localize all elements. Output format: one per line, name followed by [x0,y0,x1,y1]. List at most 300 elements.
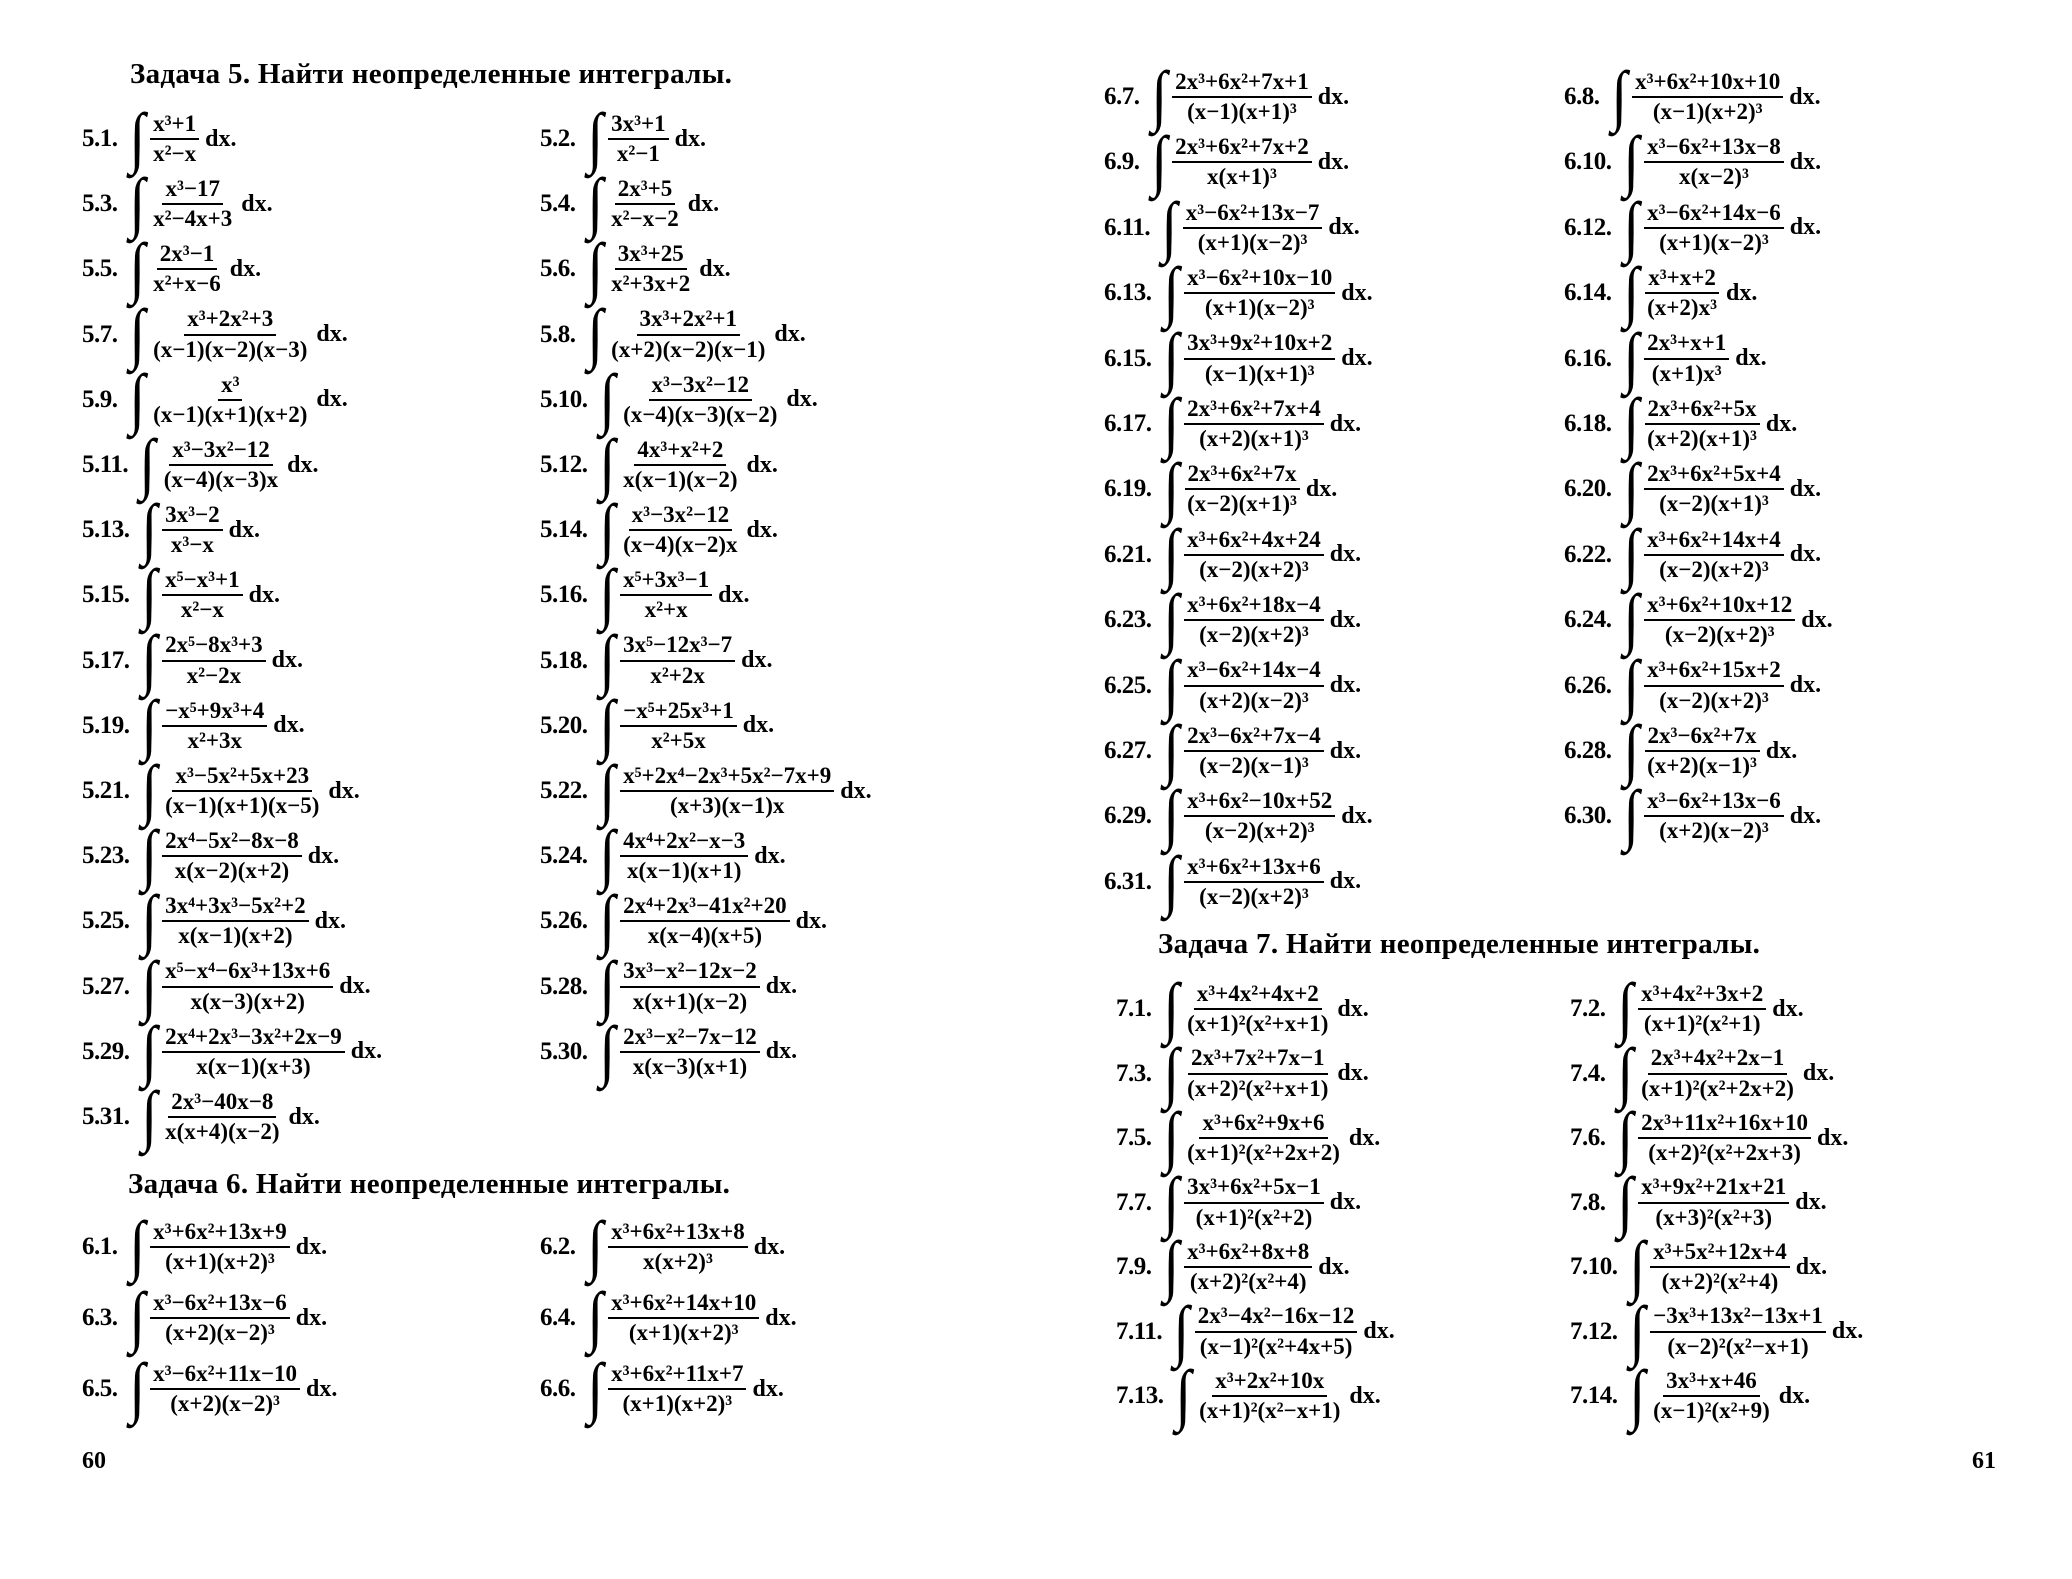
problem-number: 5.24. [540,842,588,870]
problem-7-1 [1116,969,1369,1045]
integral-sign-icon: ∫ [1162,514,1179,591]
denominator: (x+1)²(x²−x+1) [1199,1398,1341,1423]
problem-number: 6.15. [1104,344,1152,372]
differential: dx. [271,647,304,674]
problem-5-16 [540,555,750,632]
fraction [608,1220,748,1274]
problem-6-19 [1104,449,1338,526]
problem-5-1 [82,99,237,175]
denominator: (x+1)(x+2)³ [165,1249,275,1274]
problem-number: 5.11. [82,451,129,478]
fraction [162,1025,345,1079]
denominator: (x+2)²(x²+4) [1661,1269,1779,1294]
differential: dx. [288,1103,320,1130]
problem-number: 5.10. [540,385,588,413]
fraction [608,177,682,231]
differential: dx. [1816,1124,1849,1151]
numerator: x³−6x²+14x−6 [1644,201,1784,229]
integral-sign-icon: ∫ [586,1207,603,1283]
problem-5-22 [540,751,872,827]
problem-number: 5.1. [82,125,118,152]
denominator: (x+2)²(x²+x+1) [1187,1075,1329,1101]
differential: dx. [316,321,348,348]
problem-number: 5.25. [82,907,130,935]
numerator: 2x³+7x²+7x−1 [1188,1046,1328,1074]
differential: dx. [746,516,778,543]
differential: dx. [287,451,319,478]
problem-number: 6.17. [1104,410,1152,437]
integral-sign-icon: ∫ [1622,514,1639,591]
problem-5-13 [82,490,261,567]
fraction [150,373,310,427]
problem-number: 6.1. [82,1233,118,1260]
denominator: (x−1)(x−2)(x−3) [153,336,308,362]
fraction [150,242,224,296]
problem-number: 5.15. [82,581,130,609]
problem-number: 5.20. [540,711,588,739]
denominator: x²+x−6 [153,271,221,297]
page-number: 61 [1972,1448,1996,1474]
problem-6-9 [1104,122,1350,199]
denominator: (x−2)(x+2)³ [1204,818,1315,844]
problem-number: 7.11. [1116,1317,1163,1345]
integral-sign-icon: ∫ [1628,1356,1645,1432]
differential: dx. [746,451,778,478]
differential: dx. [1341,345,1373,372]
differential: dx. [1801,606,1833,633]
fraction [162,633,266,687]
integral-sign-icon: ∫ [140,620,157,697]
numerator: x³−6x²+13x−8 [1644,135,1784,163]
numerator: x³−5x²+5x+23 [172,764,312,792]
problem-number: 5.16. [540,581,588,609]
fraction [1650,1240,1790,1294]
problem-number: 6.6. [540,1375,576,1402]
fraction [1638,1046,1797,1100]
problem-number: 5.23. [82,842,130,870]
numerator: x³+6x²+11x+7 [608,1362,746,1390]
problem-5-21 [82,751,360,827]
denominator: (x−4)(x−2)x [623,532,738,558]
fraction [620,894,790,948]
numerator: 2x³+4x²+2x−1 [1648,1046,1788,1074]
integral-sign-icon: ∫ [140,946,157,1023]
integral-sign-icon: ∫ [140,751,157,827]
problem-7-4 [1570,1033,1835,1110]
fraction [1184,789,1335,843]
fraction [1184,724,1324,778]
numerator: 2x³−40x−8 [168,1090,276,1118]
fraction [1644,724,1760,778]
problem-5-30 [540,1011,798,1088]
numerator: 2x³+6x²+5x+4 [1644,462,1784,490]
problem-6-12 [1564,187,1822,264]
problem-number: 5.8. [540,320,576,348]
problem-number: 5.9. [82,385,118,413]
fraction [1644,593,1795,647]
problem-7-8 [1570,1162,1827,1239]
denominator: (x−2)²(x²−x+1) [1667,1333,1809,1359]
integral-sign-icon: ∫ [128,294,145,371]
integral-sign-icon: ∫ [128,359,145,436]
problem-5-26 [540,881,828,958]
fraction [1183,201,1323,255]
numerator: 3x⁵−12x³−7 [620,633,735,661]
differential: dx. [1329,541,1362,568]
problem-7-5 [1116,1098,1381,1174]
denominator: x(x+1)³ [1207,164,1277,190]
fraction [620,764,834,818]
numerator: x³+5x²+12x+4 [1650,1240,1790,1268]
differential: dx. [1328,214,1360,241]
integral-sign-icon: ∫ [1622,384,1639,460]
integral-sign-icon: ∫ [128,229,145,306]
numerator: 3x³−x²−12x−2 [620,959,760,987]
denominator: x²−4x+3 [153,206,233,232]
integral-sign-icon: ∫ [586,1278,603,1354]
problem-6-14 [1564,253,1758,330]
differential: dx. [1363,1318,1395,1344]
numerator: x³+1 [150,112,199,140]
numerator: x³+6x²+18x−4 [1184,593,1324,621]
fraction [162,568,243,622]
problem-number: 6.7. [1104,83,1140,110]
problem-7-11 [1116,1291,1395,1368]
problem-number: 7.8. [1570,1188,1606,1216]
differential: dx. [1802,1060,1835,1086]
fraction [1184,397,1324,451]
numerator: 2x³+6x²+7x+4 [1184,397,1324,425]
problem-number: 6.12. [1564,213,1612,241]
numerator: x³+6x²+10x+12 [1644,593,1795,621]
fraction [1184,1046,1331,1100]
problem-number: 6.10. [1564,148,1612,176]
problem-6-5 [82,1349,338,1425]
differential: dx. [1795,1189,1827,1215]
problem-6-25 [1104,645,1362,722]
fraction [1184,593,1324,647]
integral-sign-icon: ∫ [1616,969,1633,1045]
page-number: 60 [82,1448,106,1474]
integral-sign-icon: ∫ [1162,384,1179,460]
denominator: x(x+2)³ [643,1249,713,1274]
integral-sign-icon: ∫ [1622,449,1639,526]
denominator: (x+2)(x−2)³ [165,1320,275,1345]
differential: dx. [1329,1189,1362,1215]
denominator: (x−2)(x+2)³ [1664,622,1775,648]
fraction [620,829,748,883]
differential: dx. [1337,1060,1369,1086]
problem-number: 5.28. [540,972,588,1000]
integral-sign-icon: ∫ [1150,57,1167,133]
differential: dx. [1765,737,1798,764]
problem-6-13 [1104,253,1373,330]
problem-number: 6.3. [82,1304,118,1331]
fraction [162,1090,282,1144]
problem-number: 5.22. [540,777,588,804]
problem-7-2 [1570,969,1804,1045]
denominator: (x−2)(x+2)³ [1199,622,1309,648]
problem-5-5 [82,229,262,306]
numerator: 3x³+2x²+1 [637,307,741,335]
denominator: (x+2)(x−2)³ [1199,687,1309,713]
differential: dx. [674,125,707,152]
problem-6-6 [540,1349,784,1425]
problem-5-28 [540,946,798,1023]
numerator: x³+6x²+9x+6 [1199,1111,1327,1139]
problem-number: 5.27. [82,972,130,1000]
problem-6-4 [540,1278,797,1354]
problem-number: 6.29. [1104,802,1152,830]
differential: dx. [1348,1124,1381,1151]
fraction [150,1220,290,1274]
numerator: 3x³+25 [615,242,687,270]
integral-sign-icon: ∫ [1610,57,1627,133]
denominator: (x−1)(x+1)(x−5) [165,793,320,818]
differential: dx. [1789,541,1822,568]
numerator: 2x³−1 [157,242,218,270]
fraction [608,242,693,296]
differential: dx. [1772,995,1804,1022]
numerator: 2x⁵−8x³+3 [162,633,266,661]
problem-number: 7.9. [1116,1253,1152,1280]
numerator: x³−6x²+11x−10 [150,1362,300,1390]
denominator: (x+1)²(x²+1) [1643,1011,1761,1036]
problem-number: 6.27. [1104,737,1152,764]
problem-number: 6.26. [1564,671,1612,699]
problem-6-15 [1104,318,1373,395]
fraction [1650,1369,1773,1423]
integral-sign-icon: ∫ [1173,1291,1190,1368]
denominator: x²+3x+2 [611,271,691,297]
problem-6-20 [1564,449,1822,526]
denominator: (x−2)(x+2)³ [1659,556,1769,582]
problem-number: 6.28. [1564,737,1612,764]
problem-number: 6.9. [1104,148,1140,176]
integral-sign-icon: ∫ [1162,318,1179,395]
problem-6-11 [1104,187,1360,264]
differential: dx. [316,386,348,413]
integral-sign-icon: ∫ [128,1349,145,1425]
numerator: x³−3x²−12 [649,373,753,401]
problem-number: 6.30. [1564,802,1612,830]
denominator: (x−2)(x+2)³ [1199,556,1309,582]
problem-number: 7.2. [1570,995,1606,1022]
integral-sign-icon: ∫ [598,359,615,436]
problem-number: 7.4. [1570,1059,1606,1087]
problem-6-18 [1564,384,1798,460]
problem-number: 5.5. [82,255,118,283]
fraction [1172,135,1312,189]
fraction [608,307,768,361]
denominator: (x+1)²(x²+2) [1195,1204,1313,1230]
numerator: 2x³+6x²+7x+1 [1172,70,1312,98]
denominator: (x+1)²(x²+x+1) [1187,1011,1329,1036]
denominator: (x+1)(x−2)³ [1204,295,1315,321]
fraction [1184,1175,1324,1229]
differential: dx. [314,907,347,934]
problem-5-4 [540,164,720,241]
fraction [162,503,223,557]
differential: dx. [273,712,305,739]
differential: dx. [687,190,720,217]
fraction [162,699,267,753]
problem-number: 6.19. [1104,475,1152,503]
denominator: (x+1)²(x²+2x+2) [1187,1140,1340,1165]
denominator: (x+1)(x+2)³ [622,1391,733,1416]
numerator: x⁵+2x⁴−2x³+5x²−7x+9 [620,764,834,792]
problem-number: 6.22. [1564,540,1612,568]
denominator: (x−2)(x+2)³ [1659,687,1769,713]
differential: dx. [1341,279,1373,306]
fraction [1638,982,1766,1036]
numerator: x³+6x²−10x+52 [1184,789,1335,817]
problem-number: 5.6. [540,255,576,283]
integral-sign-icon: ∫ [128,1207,145,1283]
numerator: −x⁵+25x³+1 [620,699,737,727]
integral-sign-icon: ∫ [1162,1227,1179,1303]
fraction [162,829,302,883]
denominator: (x+2)(x−2)³ [170,1391,280,1416]
differential: dx. [699,255,731,282]
numerator: x³−3x²−12 [169,438,273,466]
problem-number: 6.11. [1104,213,1151,241]
differential: dx. [307,842,340,869]
problem-number: 5.14. [540,516,588,544]
problem-7-3 [1116,1033,1369,1110]
denominator: (x−4)(x−3)(x−2) [623,401,778,427]
right-page [1036,0,2072,1579]
integral-sign-icon: ∫ [598,555,615,632]
numerator: x³+2x²+3 [184,307,276,335]
fraction [1644,658,1784,712]
numerator: 2x³+5 [615,177,676,205]
fraction [1184,1240,1312,1294]
fraction [620,438,740,492]
differential: dx. [229,255,262,282]
problem-number: 7.1. [1116,995,1152,1022]
denominator: (x+1)(x−2)³ [1659,229,1769,255]
integral-sign-icon: ∫ [1150,122,1167,199]
problem-number: 7.10. [1570,1253,1618,1280]
integral-sign-icon: ∫ [1622,318,1639,395]
integral-sign-icon: ∫ [1162,580,1179,657]
denominator: (x+2)(x−2)(x−1) [611,336,766,362]
problem-5-6 [540,229,731,306]
integral-sign-icon: ∫ [140,685,157,762]
problem-5-25 [82,881,347,958]
integral-sign-icon: ∫ [1174,1356,1191,1432]
integral-sign-icon: ∫ [1162,711,1179,787]
differential: dx. [295,1233,328,1260]
problem-7-7 [1116,1162,1362,1239]
denominator: (x−2)(x−1)³ [1199,753,1309,778]
integral-sign-icon: ∫ [1616,1098,1633,1174]
problem-number: 5.21. [82,777,130,804]
differential: dx. [1795,1253,1828,1280]
numerator: 3x³+1 [608,112,669,140]
denominator: (x−1)²(x²+9) [1653,1398,1770,1423]
denominator: (x−1)(x+1)³ [1204,360,1315,386]
integral-sign-icon: ∫ [1162,1162,1179,1239]
problem-5-29 [82,1011,383,1088]
fraction [162,894,309,948]
fraction [1644,266,1720,320]
problem-5-8 [540,294,806,371]
differential: dx. [1329,410,1362,437]
fraction [1184,982,1331,1036]
problem-7-13 [1116,1356,1381,1432]
problem-5-20 [540,685,775,762]
fraction [1644,201,1784,255]
denominator: (x+2)(x+1)³ [1647,426,1757,451]
integral-sign-icon: ∫ [128,1278,145,1354]
differential: dx. [339,973,371,1000]
problem-5-19 [82,685,305,762]
denominator: x²+x [644,597,688,623]
fraction [162,959,333,1013]
problem-7-9 [1116,1227,1350,1303]
numerator: x³+6x²+14x+10 [608,1291,759,1319]
denominator: (x+1)(x+2)³ [628,1320,739,1345]
section-heading: Задача 6. Найти неопределенные интегралы. [128,1168,731,1200]
problem-6-2 [540,1207,786,1283]
fraction [161,438,281,492]
denominator: x(x−1)(x+3) [196,1053,311,1079]
problem-number: 5.4. [540,190,576,218]
numerator: x³+4x²+4x+2 [1194,982,1322,1010]
numerator: x³+6x²+13x+6 [1184,855,1324,883]
denominator: x²−x [180,597,224,623]
differential: dx. [1318,1253,1350,1280]
problem-5-7 [82,294,348,371]
differential: dx. [1765,410,1798,437]
differential: dx. [1735,345,1767,372]
denominator: x(x−2)(x+2) [174,858,290,884]
integral-sign-icon: ∫ [1162,253,1179,330]
differential: dx. [718,581,750,608]
integral-sign-icon: ∫ [1161,187,1178,264]
problem-number: 5.3. [82,190,118,218]
differential: dx. [1317,83,1350,110]
differential: dx. [1337,995,1369,1022]
problem-number: 6.31. [1104,867,1152,895]
problem-5-24 [540,816,786,893]
numerator: 3x³−2 [162,503,223,531]
integral-sign-icon: ∫ [598,685,615,762]
numerator: x³+4x²+3x+2 [1638,982,1766,1010]
problem-6-17 [1104,384,1362,460]
section-heading: Задача 7. Найти неопределенные интегралы. [1158,928,1761,960]
fraction [1644,135,1784,189]
fraction [1638,1175,1789,1229]
denominator: (x+1)x³ [1651,360,1722,386]
problem-number: 5.19. [82,711,130,739]
problem-number: 6.18. [1564,410,1612,437]
integral-sign-icon: ∫ [1162,776,1179,853]
integral-sign-icon: ∫ [1622,645,1639,722]
denominator: (x+2)²(x²+4) [1189,1269,1307,1294]
problem-5-12 [540,425,778,501]
integral-sign-icon: ∫ [598,620,615,697]
numerator: 2x³+6x²+7x+2 [1172,135,1312,163]
problem-number: 5.12. [540,451,588,478]
integral-sign-icon: ∫ [140,1077,157,1153]
fraction [1644,789,1784,843]
fraction [1632,70,1783,124]
problem-number: 5.17. [82,646,130,674]
denominator: x²−2x [186,662,242,688]
